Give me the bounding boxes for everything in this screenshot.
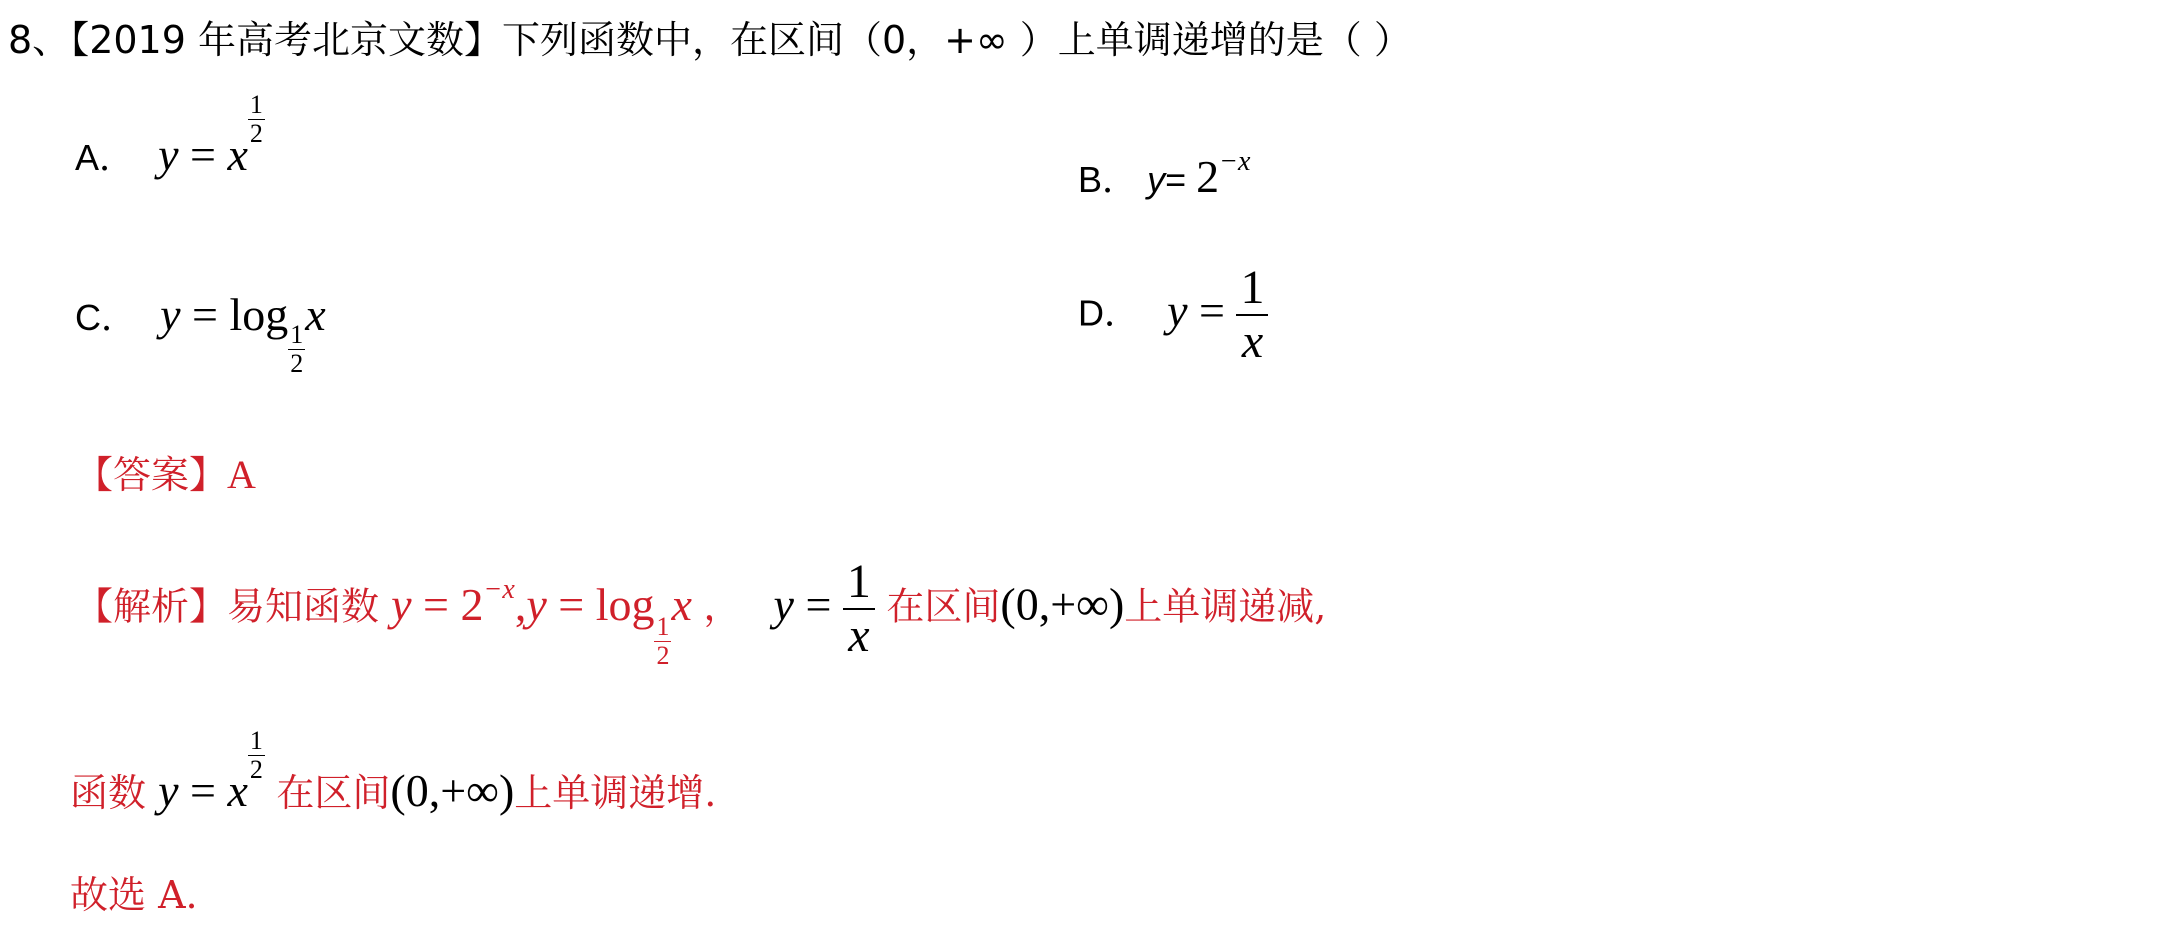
answer-value: A [227,452,256,497]
option-a-formula: y = x $\frac{1}{2}$ [158,89,263,180]
option-d[interactable] [1078,262,1268,368]
question-source: 【2019 年高考北京文数】 [70,18,502,62]
answer-line [75,444,256,499]
option-c[interactable] [75,288,326,378]
analysis-interval: (0,+∞) [1000,578,1125,630]
analysis-line-2: 函数 y = x $\frac{1}{2}$ 在区间(0,+∞)上单调递增. [70,725,717,816]
answer-tag: 【答案】 [75,453,228,497]
line2-interval: (0,+∞) [390,765,515,816]
option-a[interactable] [75,89,265,188]
question-stem: 下列函数中，在区间（0，+∞ ）上单调递增的是（ ） [501,18,1412,62]
final-choice: 故选 A. [70,873,198,917]
option-b-label: B． [1078,159,1139,200]
analysis-formula-1: $y = 2^{-x},y = \log$ $\frac{1}{2}$ x [391,573,692,670]
option-c-formula: y = log $\frac{1}{2}$ x [160,289,326,378]
option-b-formula: $y= 2^{-x}$ [1147,146,1251,202]
option-d-formula: y = $\frac{1}{x}$ [1167,285,1268,336]
analysis-intro: 易知函数 [227,584,380,629]
question-line [8,16,1412,64]
option-c-label: C． [75,297,137,338]
option-d-label: D． [1078,292,1140,334]
analysis-tag: 【解析】 [75,584,228,629]
analysis-formula-2: y = $\frac{1}{x}$ [774,579,887,630]
question-number: 8、 [8,18,71,62]
analysis-line: 【解析】易知函数 $y = 2^{-x},y = \log$ $\frac{1}{2}$ x ， y = $\frac{1}{x}$ 在区间(0,+∞)上单调递减, [75,555,1327,670]
line2-formula: y = x $\frac{1}{2}$ [158,725,263,816]
option-a-label: A． [75,137,136,178]
option-b[interactable] [1078,146,1251,203]
